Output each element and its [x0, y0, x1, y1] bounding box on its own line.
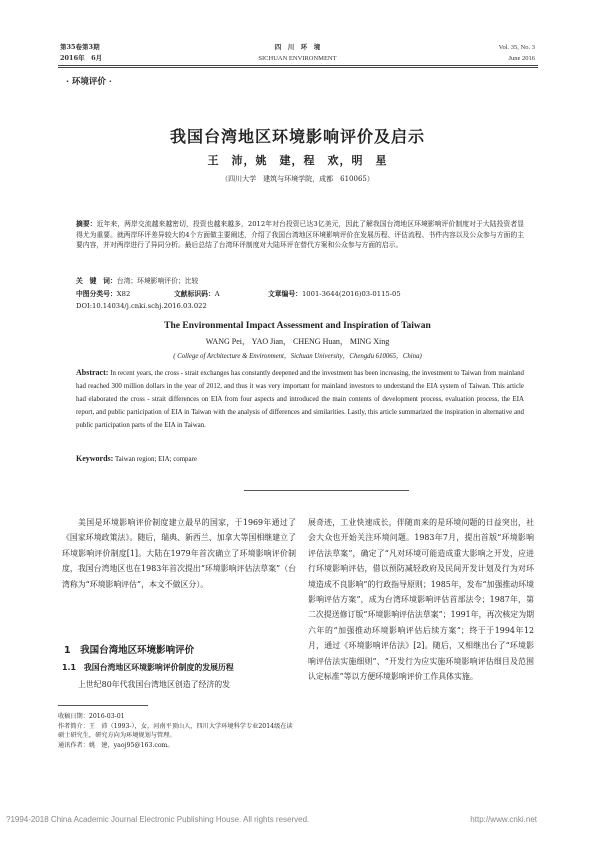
body-left-tail: [62, 677, 296, 692]
subsection-heading-1-1: 1.1 我国台湾地区环境影响评价制度的发展历程: [62, 663, 234, 672]
english-keywords-text: Taiwan region; EIA; compare: [114, 456, 197, 463]
body-paragraph: 上世纪80年代我国台湾地区创造了经济的发: [78, 680, 231, 689]
journal-en: SICHUAN ENVIRONMENT: [258, 55, 337, 62]
english-abstract-label: Abstract:: [76, 368, 109, 377]
header-rule: [58, 65, 538, 66]
english-authors: WANG Pei， YAO Jian， CHENG Huan， MING Xing: [205, 337, 390, 346]
english-abstract: [76, 367, 524, 433]
article-value: 1001-3644(2016)03-0115-05: [301, 290, 401, 298]
authors: 王 沛，姚 建，程 欢，明 星: [207, 154, 388, 167]
english-keywords: [76, 454, 197, 463]
body-left-column: [62, 515, 296, 592]
doi[interactable]: DOI:10.14034/j.cnki.schj.2016.03.022: [76, 302, 207, 310]
date-en: June 2016: [508, 55, 535, 62]
english-title: The Environmental Impact Assessment and Inspiration of Taiwan: [164, 321, 431, 331]
keywords-cn-label: 关 键 词：: [76, 277, 117, 285]
article-number: [268, 289, 401, 300]
english-affiliation: ( College of Architecture & Environment，Sichuan University，Chengdu 610065，China): [173, 353, 422, 360]
date-cn: 2016年 6月: [60, 54, 103, 62]
keywords-cn-text: 台湾；环境影响评价；比较: [116, 277, 199, 285]
section-tag: · 环境评价 ·: [66, 77, 112, 87]
correspondence: 通讯作者：姚 建，yaoj95@163.com。: [58, 741, 174, 749]
volume-cn: 第35卷第3期: [60, 43, 100, 51]
doc-label: 文献标识码：: [174, 290, 215, 298]
clc-label: 中图分类号：: [76, 290, 117, 298]
doc-value: A: [214, 290, 220, 298]
body-paragraph: 展奇迹，工业快速成长，伴随而来的是环境问题的日益突出，社会大众也开始关注环境问题。1983年7月，提出首版“环境影响评估法草案”，确定了“凡对环境可能造成重大影响之开发，应进行环境影响评估，借以预防减轻政府及民间开发计划及行为对环境造成不良影响”的行政指导原则；1985年，发布“加强推动环境影响评估方案”，成为台湾环境影响评估首部法令；1987年，第二次提送修订版“环境影响评估法草案”；1991年，再次核定为期六年的“加强推动环境影响评估后续方案”；终于于1994年12月，通过《环境影响评估法》[2]。随后，又相继出台了“环境影响评估法实施细则”、“开发行为应实施环境影响评估细目及范围认定标准”等以方便环境影响评价工作具体实施。: [308, 518, 534, 682]
clc-value: X82: [116, 290, 131, 298]
doc-code: [174, 289, 220, 300]
copyright-text: ?1994-2018 China Academic Journal Electronic Publishing House. All rights reserved.: [6, 815, 310, 824]
abstract-cn-label: 摘要：: [76, 220, 97, 228]
clc-number: [76, 289, 130, 300]
header-rule-2: [58, 67, 538, 68]
english-keywords-label: Keywords:: [76, 454, 114, 463]
abstract-cn: [76, 219, 524, 251]
footnotes: [58, 712, 298, 750]
separator-rule: [244, 490, 409, 491]
author-info: 作者简介：王 沛（1993-），女，河南平顶山人，四川大学环境科学专业2014级在读硕士研究生，研究方向为环境规划与管理。: [58, 722, 293, 739]
received-date: 收稿日期：2016-03-01: [58, 713, 125, 720]
journal-cn: 四 川 环 境: [274, 43, 321, 51]
volume-en: Vol. 35, No. 3: [498, 44, 535, 51]
body-paragraph: 美国是环境影响评价制度建立最早的国家，于1969年通过了《国家环境政策法》。随后，瑞典、新西兰、加拿大等国相继建立了环境影响评价制度[1]。大陆在1979年首次确立了环境影响评价制度，我国台湾地区也在1983年首次提出“环境影响评估法草案”（台湾称为“环境影响评估”，本文不做区分）。: [62, 518, 296, 589]
footnote-rule: [58, 705, 148, 706]
body-right-column: [308, 515, 534, 684]
english-abstract-text: In recent years, the cross - strait exchanges has constantly deepened and the investment has been increasing, the investment to Taiwan from mainland had reached 300 million dollars in the year of 2012, and thus it was very important for mainland investors to understand the EIA system of Taiwan. This article had elaborated the cross - strait differences on EIA from four aspects and introduced the main contents of development process, evaluation process, the EIA report, and public participation of EIA in Taiwan with the analysis of differences and similarities. Lastly, this article summarized the inspiration in alternative and public participation parts of the EIA in Taiwan.: [76, 370, 524, 429]
cnki-link[interactable]: http://www.cnki.net: [470, 815, 537, 824]
keywords-cn: [76, 276, 198, 287]
abstract-cn-text: 近年来，两岸交流越来越密切，投资也越来越多，2012年对台投资已达3亿美元，因此了解我国台湾地区环境影响评价制度对于大陆投资者显得尤为重要。就两岸环评差异较大的4个方面做主要阐述，介绍了我国台湾地区环境影响评价在发展历程、评估流程、书件内容以及公众参与方面的主要内容，并对两岸进行了异同分析。最后总结了台湾环评制度对大陆环评在替代方案和公众参与方面的启示。: [76, 220, 525, 250]
article-title: 我国台湾地区环境影响评价及启示: [169, 127, 425, 146]
affiliation: （四川大学 建筑与环境学院，成都 610065）: [221, 175, 374, 183]
article-label: 文章编号：: [268, 290, 302, 298]
section-heading-1: 1 我国台湾地区环境影响评价: [64, 645, 195, 656]
